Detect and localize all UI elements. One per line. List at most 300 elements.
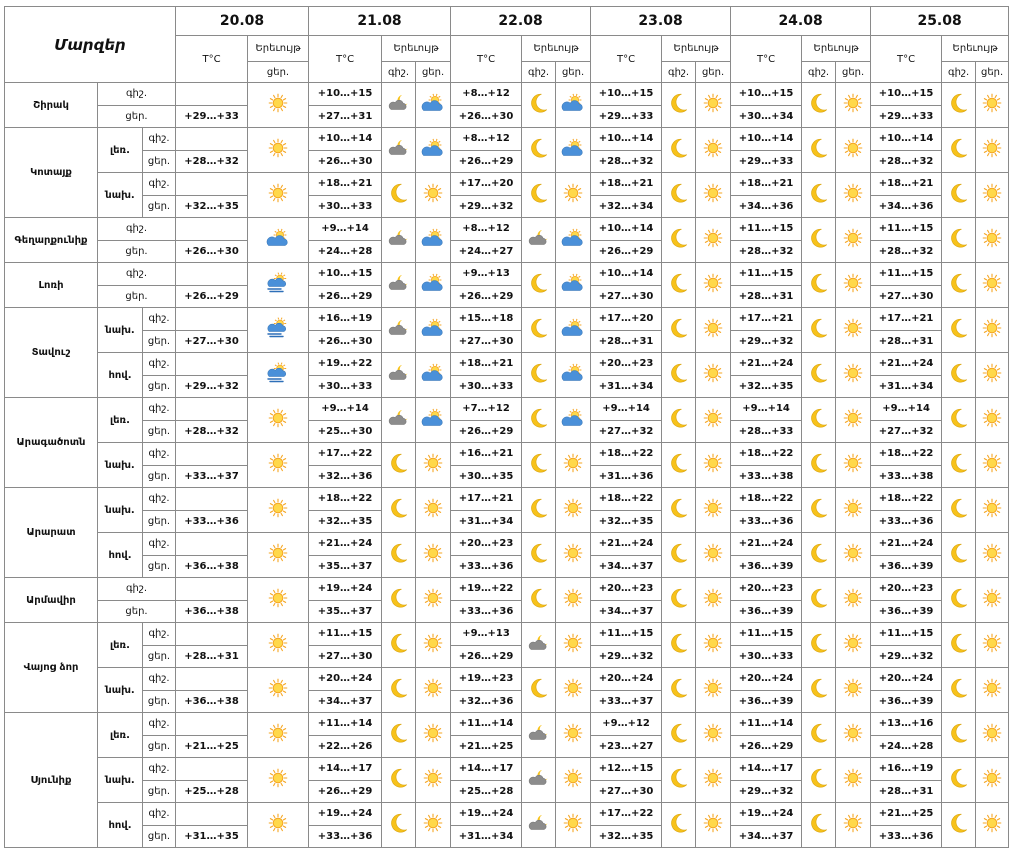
day-label: ցեր. [98,240,176,263]
temp-night: +18…+22 [731,443,802,466]
night-label: գիշ. [802,62,836,83]
temp-night: +21…+25 [871,803,942,826]
sun-icon [976,633,1008,657]
temp-night: +11…+14 [731,713,802,736]
sun-icon [556,453,590,477]
temp-day: +28…+31 [176,645,248,668]
day-label: ցեր. [143,375,176,398]
temp-night: +9…+14 [591,398,662,421]
day-label: ցեր. [556,62,591,83]
temp-day: +30…+34 [731,105,802,128]
weather-cell [976,128,1009,173]
weather-cell [522,353,556,398]
temp-night: +9…+14 [871,398,942,421]
moon-icon [802,677,835,703]
sun-cloud-icon [416,138,450,162]
weather-cell [522,623,556,668]
temp-night [176,533,248,556]
temp-night: +11…+15 [731,218,802,241]
temp-night: +18…+22 [871,488,942,511]
moon-icon [522,137,555,163]
temp-day: +22…+26 [309,735,382,758]
night-label: գիշ. [143,713,176,736]
sun-icon [416,543,450,567]
forecast-row-night [5,758,1009,781]
date-header: 20.08 [176,7,309,36]
moon-icon [942,272,975,298]
temp-day: +30…+33 [451,375,522,398]
sun-icon [836,678,870,702]
weather-cell [976,488,1009,533]
temp-day: +32…+34 [591,195,662,218]
day-label: ցեր. [416,62,451,83]
temp-day: +29…+32 [871,645,942,668]
subregion-label: հով. [98,533,143,578]
night-label: գիշ. [143,488,176,511]
weather-cell [382,398,416,443]
temp-day: +35…+37 [309,555,382,578]
weather-cell [802,353,836,398]
moon-icon [802,632,835,658]
temp-day: +27…+30 [309,645,382,668]
sun-icon [556,768,590,792]
moon-icon [802,722,835,748]
weather-cell [662,218,696,263]
temp-day: +32…+35 [591,510,662,533]
moon-cloud-icon [382,93,415,117]
temp-night: +20…+23 [731,578,802,601]
weather-cell [976,353,1009,398]
weather-cell [662,263,696,308]
weather-cell [662,758,696,803]
moon-icon [522,272,555,298]
sun-icon [836,138,870,162]
temp-day: +26…+29 [451,645,522,668]
temp-night: +10…+15 [871,83,942,106]
weather-cell [662,353,696,398]
weather-cell [836,488,871,533]
weather-cell [836,758,871,803]
subregion-label: նախ. [98,173,143,218]
temp-day: +27…+30 [591,285,662,308]
weather-cell [416,758,451,803]
weather-cell [696,713,731,758]
sun-icon [248,588,308,612]
temp-day: +36…+39 [871,690,942,713]
moon-icon [662,497,695,523]
sun-cloud-icon [556,408,590,432]
temp-night: +19…+24 [309,578,382,601]
weather-cell [802,443,836,488]
sun-icon [836,93,870,117]
temp-night [176,488,248,511]
moon-icon [662,227,695,253]
temp-night: +20…+23 [591,578,662,601]
temp-night [176,128,248,151]
temp-day: +28…+31 [591,330,662,353]
sun-icon [836,543,870,567]
weather-cell [942,173,976,218]
night-label: գիշ. [143,308,176,331]
weather-cell [416,308,451,353]
weather-cell [416,623,451,668]
weather-cell [696,623,731,668]
weather-cell [662,83,696,128]
weather-cell [696,803,731,848]
weather-cell [662,488,696,533]
weather-cell [416,713,451,758]
weather-cell [248,173,309,218]
moon-icon [662,632,695,658]
moon-cloud-icon [522,768,555,792]
day-label: ցեր. [98,105,176,128]
weather-cell [248,218,309,263]
temp-night: +10…+14 [591,218,662,241]
temp-night: +21…+24 [871,533,942,556]
weather-cell [382,623,416,668]
temp-night: +20…+23 [451,533,522,556]
temp-night: +20…+24 [731,668,802,691]
sun-icon [248,453,308,477]
subregion-label: լեռ. [98,398,143,443]
moon-icon [802,137,835,163]
moon-icon [802,182,835,208]
moon-icon [942,317,975,343]
moon-icon [802,767,835,793]
sun-icon [248,633,308,657]
sun-icon [248,543,308,567]
temp-night [176,173,248,196]
day-label: ցեր. [976,62,1009,83]
weather-cell [976,83,1009,128]
weather-cell [248,578,309,623]
sun-icon [416,183,450,207]
weather-cell [382,668,416,713]
sun-cloud-wind-icon [248,272,308,298]
temp-day: +28…+32 [871,240,942,263]
temp-night: +21…+24 [871,353,942,376]
temp-night: +8…+12 [451,128,522,151]
temp-night: +11…+14 [451,713,522,736]
moon-icon [522,542,555,568]
sun-icon [976,228,1008,252]
date-header: 25.08 [871,7,1009,36]
temp-night: +18…+21 [451,353,522,376]
sun-cloud-icon [556,318,590,342]
sun-icon [836,363,870,387]
weather-cell [802,668,836,713]
sun-icon [696,588,730,612]
temp-night: +10…+15 [731,83,802,106]
temp-day: +27…+30 [176,330,248,353]
sun-icon [836,453,870,477]
weather-cell [942,308,976,353]
sun-icon [416,498,450,522]
temp-night: +11…+15 [871,623,942,646]
weather-cell [416,398,451,443]
sun-cloud-icon [556,228,590,252]
weather-cell [802,308,836,353]
weather-cell [662,623,696,668]
temp-day: +30…+33 [731,645,802,668]
temp-night: +18…+22 [871,443,942,466]
weather-cell [836,713,871,758]
weather-cell [416,488,451,533]
moon-cloud-icon [522,228,555,252]
forecast-row-night [5,128,1009,151]
weather-cell [696,533,731,578]
temp-day: +31…+34 [591,375,662,398]
weather-cell [662,713,696,758]
sun-icon [976,138,1008,162]
sun-cloud-icon [248,228,308,252]
temp-night: +18…+21 [591,173,662,196]
temp-day: +36…+38 [176,600,248,623]
temp-day: +36…+39 [731,600,802,623]
sun-icon [248,813,308,837]
weather-cell [836,578,871,623]
temp-day: +33…+36 [309,825,382,848]
moon-icon [382,677,415,703]
weather-cell [802,758,836,803]
sun-icon [836,768,870,792]
weather-cell [556,443,591,488]
temp-day: +29…+33 [176,105,248,128]
weather-cell [522,578,556,623]
temp-night: +14…+17 [731,758,802,781]
weather-cell [248,488,309,533]
weather-cell [942,398,976,443]
moon-icon [802,407,835,433]
weather-cell [942,803,976,848]
moon-icon [802,542,835,568]
temp-day: +36…+38 [176,555,248,578]
weather-cell [416,668,451,713]
temp-night: +20…+23 [591,353,662,376]
temp-day: +34…+37 [309,690,382,713]
temp-day: +26…+29 [451,420,522,443]
sun-icon [696,138,730,162]
weather-cell [942,488,976,533]
sun-icon [696,93,730,117]
temp-day: +32…+35 [591,825,662,848]
weather-cell [522,83,556,128]
night-label: գիշ. [143,353,176,376]
temp-night: +14…+17 [309,758,382,781]
temp-night: +18…+21 [309,173,382,196]
weather-cell [836,353,871,398]
weather-cell [556,128,591,173]
temp-night: +20…+24 [871,668,942,691]
weather-cell [248,263,309,308]
temp-day: +26…+29 [731,735,802,758]
region-name: Արագածոտն [5,398,98,488]
temp-day: +29…+32 [176,375,248,398]
moon-icon [942,722,975,748]
sun-icon [976,723,1008,747]
sun-icon [976,93,1008,117]
day-label: ցեր. [143,195,176,218]
weather-cell [248,803,309,848]
temp-day: +34…+36 [871,195,942,218]
weather-cell [522,263,556,308]
sun-icon [696,678,730,702]
temp-night: +16…+21 [451,443,522,466]
weather-cell [556,488,591,533]
temp-night: +21…+24 [731,533,802,556]
weather-cell [696,128,731,173]
weather-cell [662,533,696,578]
temp-header: T°C [176,36,248,83]
temp-day: +29…+32 [451,195,522,218]
weather-cell [696,83,731,128]
weather-cell [382,758,416,803]
weather-cell [942,578,976,623]
moon-cloud-icon [522,813,555,837]
moon-icon [662,722,695,748]
night-label: գիշ. [98,578,176,601]
temp-header: T°C [731,36,802,83]
sun-icon [976,678,1008,702]
night-label: գիշ. [143,623,176,646]
moon-icon [382,587,415,613]
moon-icon [382,452,415,478]
night-label: գիշ. [143,533,176,556]
temp-night: +18…+21 [871,173,942,196]
sun-icon [248,93,308,117]
moon-icon [382,497,415,523]
weather-cell [942,83,976,128]
forecast-row-night [5,443,1009,466]
sun-icon [696,228,730,252]
weather-cell [416,353,451,398]
weather-cell [836,218,871,263]
weather-cell [416,443,451,488]
temp-day: +32…+36 [451,690,522,713]
temp-day: +31…+36 [591,465,662,488]
temp-night: +17…+21 [731,308,802,331]
date-header: 21.08 [309,7,451,36]
day-label: ցեր. [143,510,176,533]
weather-cell [836,263,871,308]
temp-night: +9…+14 [731,398,802,421]
weather-cell [696,668,731,713]
temp-night: +11…+15 [591,623,662,646]
weather-cell [696,758,731,803]
weather-cell [802,533,836,578]
sun-cloud-icon [556,138,590,162]
temp-day: +31…+34 [871,375,942,398]
temp-day: +28…+32 [591,150,662,173]
forecast-row-night [5,713,1009,736]
region-name: Արմավիր [5,578,98,623]
forecast-row-night [5,308,1009,331]
sun-icon [416,633,450,657]
weather-cell [248,713,309,758]
weather-cell [382,443,416,488]
moon-icon [942,362,975,388]
temp-night: +17…+20 [451,173,522,196]
temp-day: +24…+28 [309,240,382,263]
region-name: Սյունիք [5,713,98,848]
temp-day: +32…+36 [309,465,382,488]
temp-night: +18…+22 [309,488,382,511]
moon-cloud-icon [382,273,415,297]
night-label: գիշ. [98,218,176,241]
temp-day: +36…+39 [731,690,802,713]
sun-cloud-wind-icon [248,317,308,343]
temp-header: T°C [309,36,382,83]
weather-cell [802,713,836,758]
weather-cell [942,128,976,173]
moon-icon [382,767,415,793]
weather-cell [942,623,976,668]
temp-night: +15…+18 [451,308,522,331]
weather-cell [696,173,731,218]
sun-icon [836,273,870,297]
moon-icon [802,497,835,523]
weather-cell [802,83,836,128]
temp-night [176,803,248,826]
subregion-label: նախ. [98,758,143,803]
temp-night: +11…+15 [871,218,942,241]
weather-cell [662,173,696,218]
weather-cell [522,398,556,443]
moon-icon [802,317,835,343]
sun-icon [416,768,450,792]
moon-icon [522,317,555,343]
moon-icon [942,677,975,703]
weather-cell [522,533,556,578]
subregion-label: լեռ. [98,713,143,758]
temp-day: +23…+27 [591,735,662,758]
weather-cell [556,623,591,668]
sun-icon [976,498,1008,522]
region-name: Վայոց ձոր [5,623,98,713]
weather-cell [248,443,309,488]
temp-day: +25…+30 [309,420,382,443]
sun-icon [836,813,870,837]
sun-icon [696,273,730,297]
date-header: 22.08 [451,7,591,36]
moon-icon [802,92,835,118]
temp-day: +26…+29 [309,285,382,308]
temp-night: +10…+14 [309,128,382,151]
weather-header: Երեւույթ [942,36,1009,62]
weather-cell [696,488,731,533]
weather-cell [522,443,556,488]
weather-cell [976,758,1009,803]
temp-day: +31…+34 [451,510,522,533]
weather-cell [836,128,871,173]
temp-day: +33…+36 [451,555,522,578]
sun-icon [556,723,590,747]
night-label: գիշ. [143,128,176,151]
weather-cell [416,83,451,128]
temp-day: +24…+27 [451,240,522,263]
weather-header: Երեւույթ [662,36,731,62]
weather-cell [382,218,416,263]
sun-icon [416,588,450,612]
moon-icon [662,812,695,838]
temp-night: +11…+15 [731,263,802,286]
sun-icon [556,633,590,657]
temp-day: +27…+32 [591,420,662,443]
subregion-label: նախ. [98,488,143,533]
weather-cell [836,398,871,443]
subregion-label: լեռ. [98,623,143,668]
weather-cell [662,443,696,488]
